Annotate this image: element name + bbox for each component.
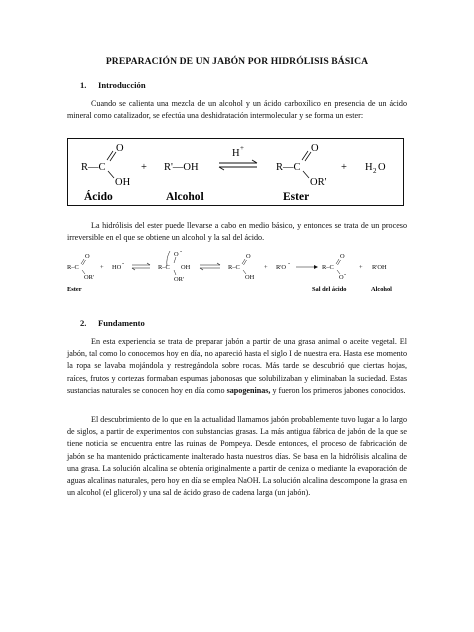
m-ho: HO (112, 264, 122, 271)
fundamento-paragraph-2 (67, 414, 407, 499)
esterification-equation (67, 138, 404, 206)
acid-double-bond (107, 151, 113, 160)
m-ester-o: O (85, 253, 90, 260)
label-acid: Ácido (84, 191, 113, 203)
m-salt-rc: R–C (322, 264, 334, 271)
document-title: PREPARACIÓN DE UN JABÓN POR HIDRÓLISIS BÁSICA (105, 56, 369, 67)
m-salt-o: O (340, 253, 345, 260)
fundamento-p1-end: y fueron los primeros jabones conocidos. (270, 385, 406, 395)
m-salt-o2-minus: - (344, 271, 347, 278)
m-r-oh: R'OH (372, 264, 387, 271)
catalyst-sup: + (240, 144, 244, 152)
fundamento-p1-bold: sapogeninas, (226, 385, 271, 395)
acid-oh: OH (115, 177, 131, 188)
plus-sign-2: + (341, 162, 347, 173)
m-tetra-oh: OH (181, 264, 191, 271)
section-heading-intro (80, 80, 146, 90)
intro-text: Cuando se calienta una mezcla de un alcohol y un ácido carboxílico en presencia de un ácido mineral como catalizador, se efectúa una deshidratación intermolecular y se forma un ester: (67, 99, 407, 121)
m-label-salt: Sal del ácido (312, 286, 347, 293)
label-alcohol: Alcohol (166, 191, 204, 203)
ester-rc: R—C (276, 162, 301, 173)
section-number: 2. (80, 318, 87, 328)
catalyst-h: H (232, 148, 240, 159)
m-tetra-o: O (174, 251, 179, 258)
fundamento-paragraph-1 (67, 336, 407, 397)
water-h: H (365, 162, 373, 173)
m-salt-o2: O (339, 274, 344, 281)
water-o: O (378, 162, 386, 173)
acid-single-bond (108, 171, 114, 178)
acid-o: O (116, 143, 124, 154)
saponification-mechanism (62, 248, 412, 296)
m-forward-arrow (296, 265, 318, 269)
fundamento-p1-text: En esta experiencia se trata de preparar jabón a partir de una grasa animal o aceite vegetal. El jabón, tal como lo conocemos hoy en día, no apareció hasta el siglo I de nuestra era. Hasta ese momento la ropa se lavaba mojándola y restregándola sobre rocas. Más tarde se descubrió que ciertas hojas, raíces, frutos y cortezas formaban espumas jabonosas que solubilizaban y eliminaban la suciedad. Estas sustancias naturales se conocen hoy en día como (67, 337, 407, 395)
m-tetra-or: OR' (174, 276, 185, 283)
m-label-alcohol: Alcohol (371, 286, 392, 293)
alcohol-formula: R'—OH (164, 162, 199, 173)
m-equilibrium-arrows-1 (132, 263, 150, 270)
section-title: Introducción (98, 80, 146, 90)
m-tetra-rc: R–C (158, 264, 170, 271)
m-ro-minus: - (288, 260, 291, 267)
intro-paragraph (67, 98, 407, 122)
m-plus-2: + (264, 264, 268, 271)
m-tetra-o-minus: - (180, 248, 183, 255)
section-heading-fundamento (80, 318, 145, 328)
ester-or: OR' (310, 177, 327, 188)
plus-sign: + (141, 162, 147, 173)
m-ho-minus: - (122, 260, 125, 267)
m-ester-rc: R–C (67, 264, 79, 271)
section-title: Fundamento (98, 318, 145, 328)
acid-rc: R—C (81, 162, 106, 173)
hydrolysis-text: La hidrólisis del ester puede llevarse a cabo en medio básico, y entonces se trata de un proceso irreversible en el que se obtiene un alcohol y la sal del ácido. (67, 221, 407, 243)
water-sub: 2 (373, 167, 377, 175)
m-label-ester: Ester (67, 286, 82, 293)
equilibrium-arrows (219, 160, 257, 170)
m-acid-oh: OH (245, 274, 255, 281)
m-plus-3: + (359, 264, 363, 271)
m-equilibrium-arrows-2 (200, 263, 220, 270)
hydrolysis-paragraph (67, 220, 407, 244)
m-acid-o: O (246, 253, 251, 260)
section-number: 1. (80, 80, 87, 90)
m-acid-rc: R–C (228, 264, 240, 271)
ester-o: O (311, 143, 319, 154)
m-plus-1: + (100, 264, 104, 271)
m-ester-or: OR' (84, 274, 95, 281)
m-ro: R'O (276, 264, 287, 271)
label-ester: Ester (283, 191, 310, 203)
fundamento-p2-text: El descubrimiento de lo que en la actualidad llamamos jabón probablemente tuvo lugar a lo largo de siglos, a partir de experimentos con substancias grasas. La más antigua fábrica de jabón de la que se tiene noticia se encuentra entre las ruinas de Pompeya. Desde entonces, el proceso de fabricación de jabón se ha mantenido prácticamente inalterado hasta nuestros días. Se basa en la hidrólisis alcalina de una grasa. La solución alcalina se obtenía originalmente a partir de ceniza o mediante la evaporación de aguas alcalinas naturales, pero hoy en día se emplea NaOH. La solución alcalina descompone la grasa en un alcohol (el glicerol) y una sal de ácido graso de cadena larga (un jabón). (67, 415, 407, 498)
